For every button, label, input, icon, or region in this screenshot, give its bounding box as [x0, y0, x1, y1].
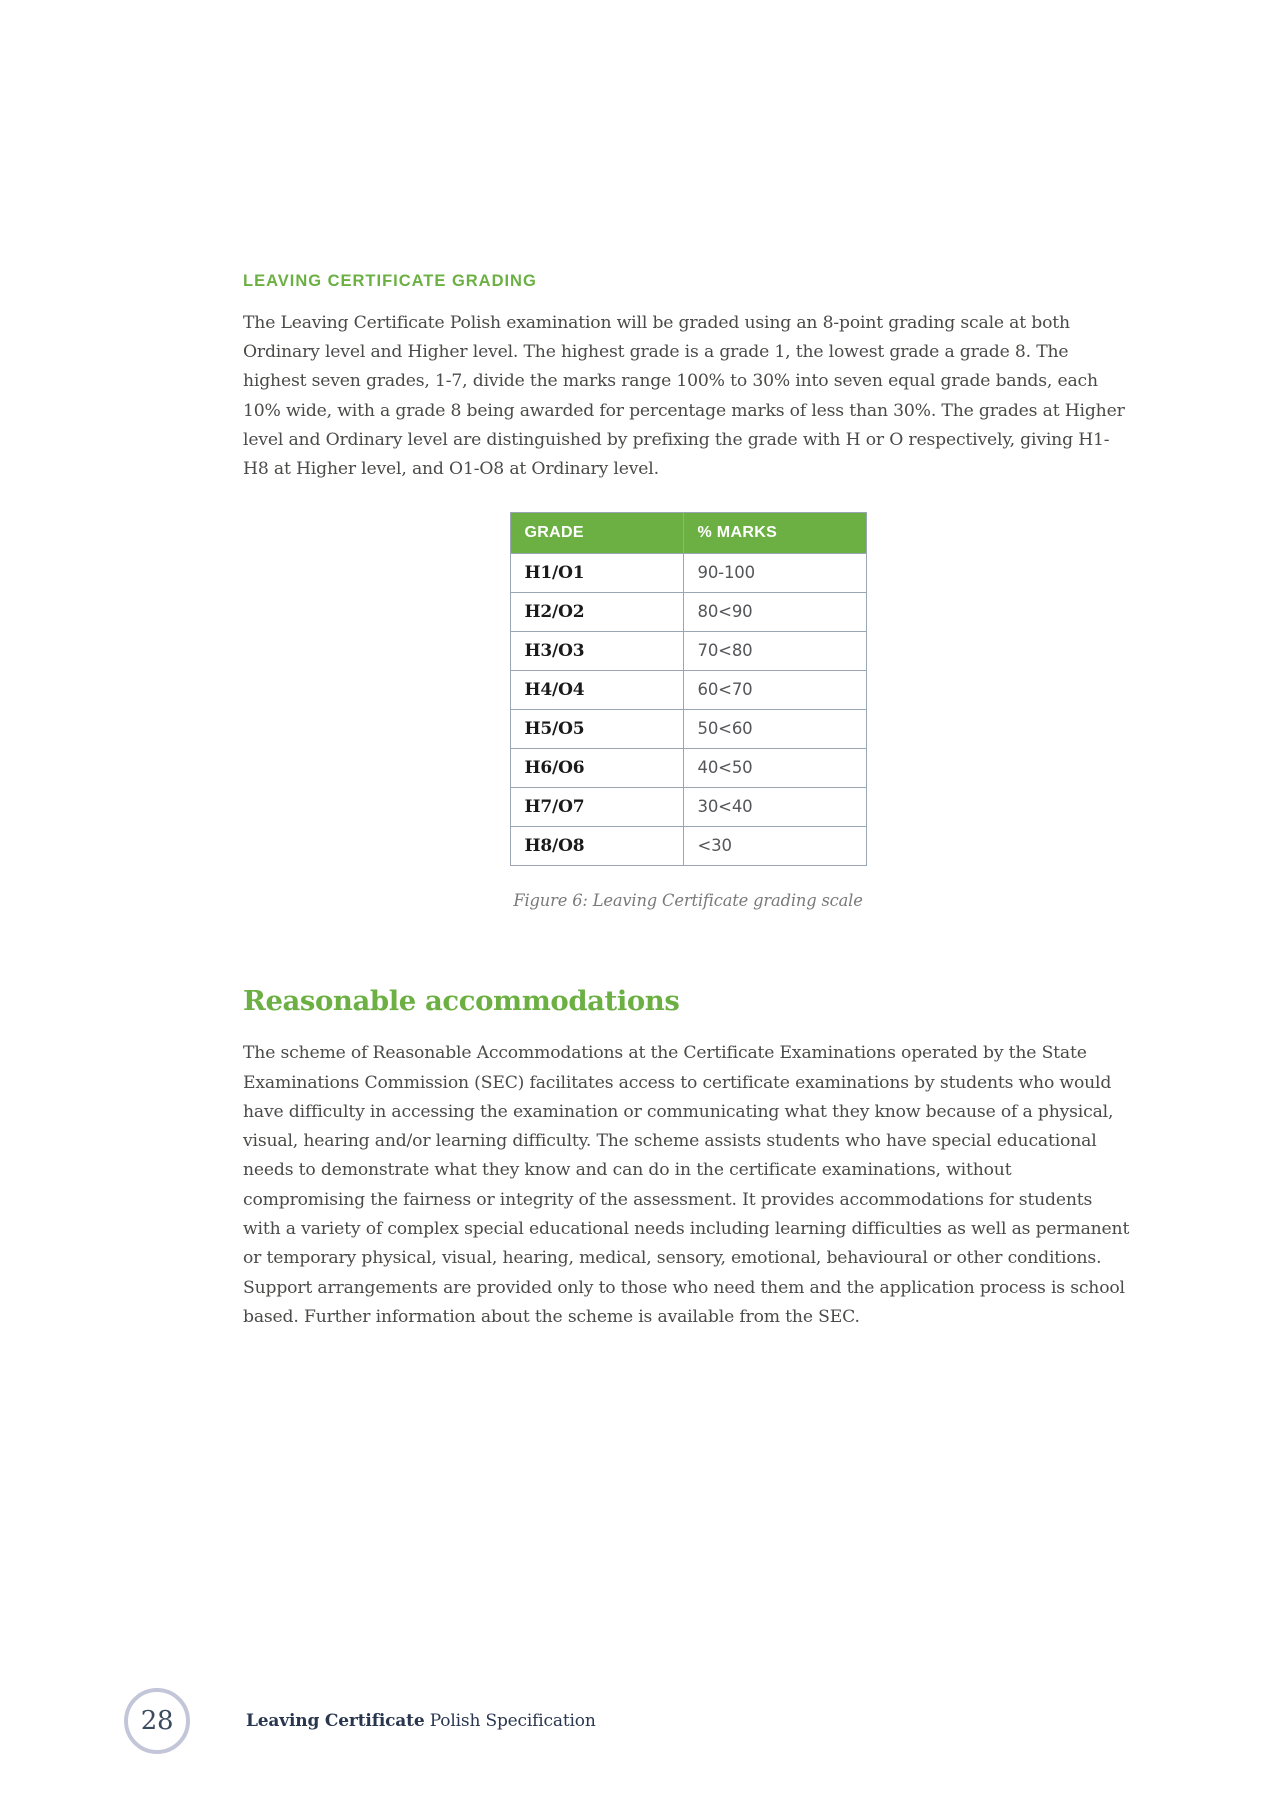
cell-grade: H1/O1	[510, 553, 683, 592]
grading-intro-paragraph: The Leaving Certificate Polish examination will be graded using an 8-point grading scale at both Ordinary level and Higher level. The highest grade is a grade 1, the lowest grade a grade 8. The highest seven grades, 1-7, divide the marks range 100% to 30% into seven equal grade bands, each 10% wide, with a grade 8 being awarded for percentage marks of less than 30%. The grades at Higher level and Ordinary level are distinguished by prefixing the grade with H or O respectively, giving H1-H8 at Higher level, and O1-O8 at Ordinary level.	[243, 312, 1125, 480]
cell-marks: 40<50	[683, 748, 866, 787]
section-title-reasonable-accommodations: Reasonable accommodations	[243, 984, 680, 1017]
page-content	[243, 272, 1133, 1332]
cell-grade: H7/O7	[510, 787, 683, 826]
table-row	[510, 670, 866, 709]
cell-marks: 70<80	[683, 631, 866, 670]
reasonable-accommodations-paragraph: The scheme of Reasonable Accommodations at the Certificate Examinations operated by the State Examinations Commission (SEC) facilitates access to certificate examinations by students who would have difficulty in accessing the examination or communicating what they know because of a physical, visual, hearing and/or learning difficulty. The scheme assists students who have special educational needs to demonstrate what they know and can do in the certificate examinations, without compromising the fairness or integrity of the assessment. It provides accommodations for students with a variety of complex special educational needs including learning difficulties as well as permanent or temporary physical, visual, hearing, medical, sensory, emotional, behavioural or other conditions. Support arrangements are provided only to those who need them and the application process is school based. Further information about the scheme is available from the SEC.	[243, 1043, 1130, 1327]
cell-marks: 60<70	[683, 670, 866, 709]
column-header-marks: % MARKS	[683, 512, 866, 553]
table-row	[510, 592, 866, 631]
cell-grade: H8/O8	[510, 826, 683, 865]
table-row	[510, 748, 866, 787]
table-row	[510, 553, 866, 592]
page-number: 28	[140, 1706, 174, 1736]
table-row	[510, 631, 866, 670]
cell-grade: H5/O5	[510, 709, 683, 748]
cell-grade: H4/O4	[510, 670, 683, 709]
footer-document-title	[246, 1711, 596, 1731]
grading-scale-table	[510, 512, 867, 866]
section-eyebrow-heading: LEAVING CERTIFICATE GRADING	[243, 272, 537, 290]
table-row	[510, 709, 866, 748]
footer-title-bold: Leaving Certificate	[246, 1711, 425, 1731]
footer-title-light: Polish Specification	[424, 1711, 596, 1731]
cell-grade: H3/O3	[510, 631, 683, 670]
page-footer	[124, 1688, 596, 1754]
column-header-grade: GRADE	[510, 512, 683, 553]
table-body	[510, 553, 866, 865]
cell-marks: 90-100	[683, 553, 866, 592]
cell-marks: 80<90	[683, 592, 866, 631]
cell-marks: <30	[683, 826, 866, 865]
figure-caption: Figure 6: Leaving Certificate grading scale	[513, 890, 863, 910]
table-row	[510, 787, 866, 826]
table-header-row	[510, 512, 866, 553]
table-row	[510, 826, 866, 865]
cell-marks: 50<60	[683, 709, 866, 748]
cell-marks: 30<40	[683, 787, 866, 826]
page-number-badge	[124, 1688, 190, 1754]
cell-grade: H2/O2	[510, 592, 683, 631]
grading-table-container	[243, 512, 1133, 866]
cell-grade: H6/O6	[510, 748, 683, 787]
table-head	[510, 512, 866, 553]
